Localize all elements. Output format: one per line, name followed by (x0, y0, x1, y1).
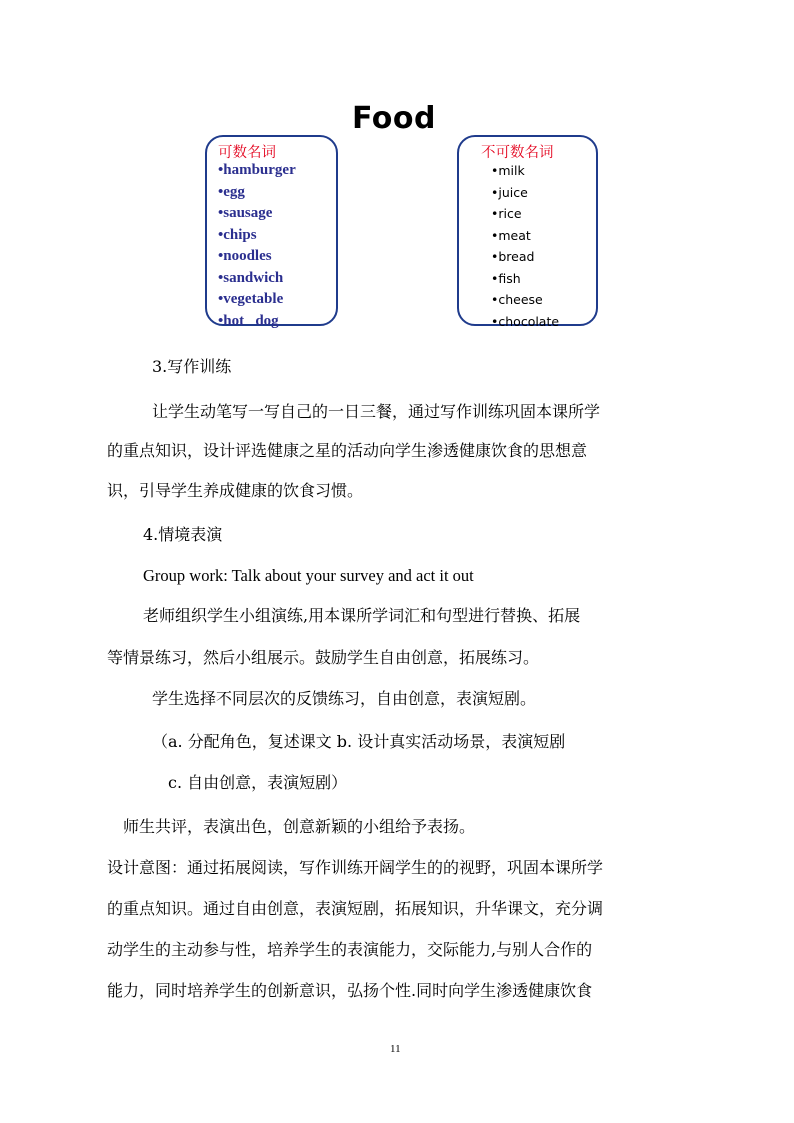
paragraph-line: 师生共评，表演出色，创意新颖的小组给予表扬。 (123, 817, 476, 836)
paragraph-line: c. 自由创意，表演短剧） (168, 773, 348, 792)
paragraph-line: 的重点知识，设计评选健康之星的活动向学生渗透健康饮食的思想意 (107, 441, 588, 460)
list-item: •chips (218, 226, 257, 243)
design-intent-line: 设计意图：通过拓展阅读，写作训练开阔学生的的视野，巩固本课所学 (107, 858, 604, 877)
paragraph-line: 能力，同时培养学生的创新意识，弘扬个性.同时向学生渗透健康饮食 (107, 981, 593, 1000)
list-item: •sausage (218, 205, 273, 221)
uncountable-heading: 不可数名词 (481, 145, 554, 161)
countable-list (218, 160, 296, 332)
list-item: •bread (491, 249, 535, 264)
list-item: •noodles (218, 248, 272, 264)
group-work-line: Group work: Talk about your survey and act it out (143, 566, 474, 585)
section-heading-roleplay: 4.情境表演 (143, 525, 223, 544)
paragraph-line: 老师组织学生小组演练,用本课所学词汇和句型进行替换、拓展 (143, 606, 581, 625)
list-item: •meat (491, 227, 531, 243)
countable-heading: 可数名词 (218, 145, 276, 161)
paragraph-line: 等情景练习，然后小组展示。鼓励学生自由创意，拓展练习。 (107, 648, 540, 667)
list-item: •sandwich (218, 269, 284, 286)
list-item: •juice (491, 184, 528, 200)
list-item: •hot dog (218, 312, 279, 329)
list-item: •vegetable (218, 291, 284, 307)
paragraph-line: 学生选择不同层次的反馈练习，自由创意，表演短剧。 (152, 689, 537, 708)
list-item: •hamburger (218, 162, 296, 178)
paragraph-line: 动学生的主动参与性，培养学生的表演能力，交际能力,与别人合作的 (107, 940, 593, 959)
list-item: •egg (218, 183, 245, 200)
page-number: 11 (390, 1043, 401, 1055)
paragraph-line: （a. 分配角色，复述课文 b. 设计真实活动场景，表演短剧 (152, 732, 566, 751)
uncountable-list (491, 160, 559, 332)
paragraph-line: 识，引导学生养成健康的饮食习惯。 (107, 481, 364, 500)
paragraph-line: 让学生动笔写一写自己的一日三餐，通过写作训练巩固本课所学 (152, 402, 601, 421)
section-heading-writing: 3.写作训练 (152, 357, 232, 376)
list-item: •rice (491, 206, 522, 221)
list-item: •fish (491, 270, 521, 286)
uncountable-nouns-box (457, 135, 598, 329)
paragraph-line: 的重点知识。通过自由创意，表演短剧，拓展知识，升华课文，充分调 (107, 899, 604, 918)
countable-nouns-box (205, 135, 338, 329)
figure-title: Food (352, 101, 436, 136)
list-item: •milk (491, 163, 525, 178)
list-item: •chocolate (491, 313, 560, 329)
list-item: •cheese (491, 292, 543, 307)
